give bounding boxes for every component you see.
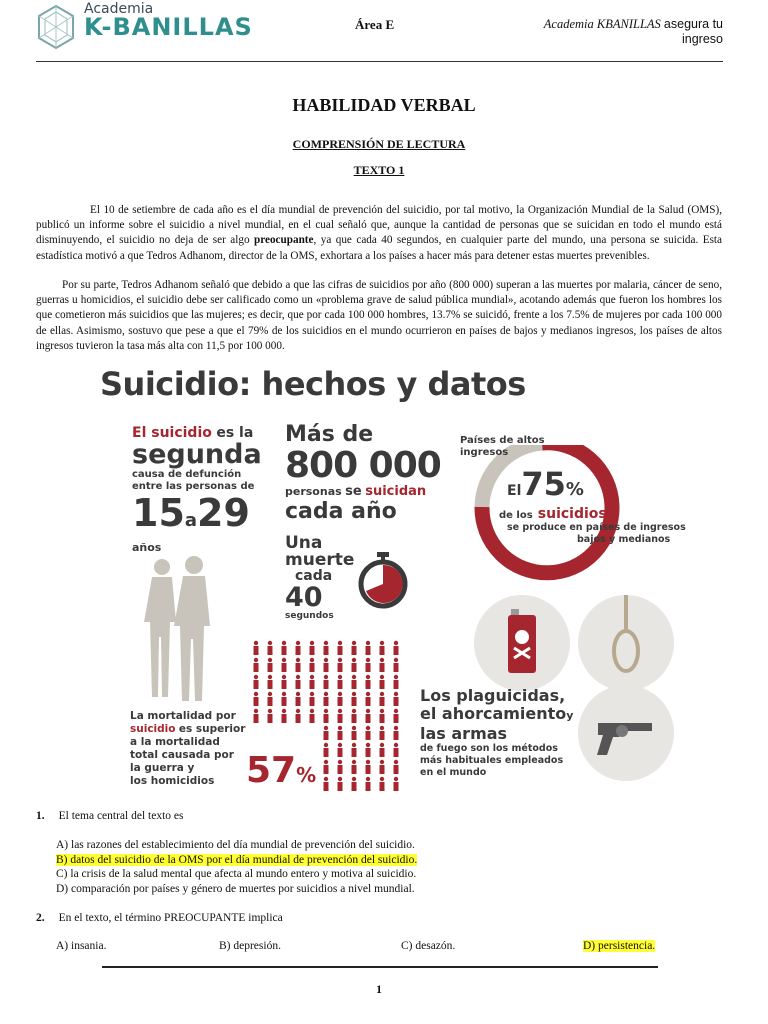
person-icon	[380, 760, 385, 774]
block1-years: años	[132, 541, 162, 554]
revolver-icon	[576, 683, 676, 783]
person-icon	[380, 743, 385, 757]
block2-cada-anio: cada año	[285, 499, 397, 524]
person-icon	[380, 658, 385, 672]
person-icon	[394, 743, 399, 757]
person-icon	[394, 692, 399, 706]
paragraph-1-text: El 10 de setiembre de cada año es el día mundial de prevención del suicidio, por tal motivo, la Organización Mundial de la Salud (OMS), publicó un informe sobre el suicidio a nivel mundial, en el cual señaló que, aunque la cantidad de personas que se suicidan en todo el mundo está disminuyendo, el suicidio no deja de ser algo	[36, 204, 722, 247]
block6-line1: Los plaguicidas,	[420, 686, 566, 705]
person-icon	[366, 641, 371, 655]
person-icon	[394, 709, 399, 723]
block5-percent-sign: %	[296, 763, 317, 787]
q2-option-c-text: C) desazón.	[401, 940, 456, 952]
area-label: Área E	[355, 17, 395, 32]
q2-option-d-text: D) persistencia.	[583, 940, 656, 952]
person-icon	[310, 675, 315, 689]
block5-line3: a la mortalidad	[130, 736, 220, 748]
block3-muerte: muerte	[285, 550, 355, 570]
question-1-number: 1.	[36, 810, 45, 822]
block2-personas: personas	[285, 485, 342, 498]
question-2-stem	[36, 911, 283, 926]
q2-option-c[interactable]	[401, 939, 455, 954]
person-icon	[324, 743, 329, 757]
person-icon	[268, 709, 273, 723]
person-icon	[366, 760, 371, 774]
person-icon	[324, 777, 329, 791]
question-2-number: 2.	[36, 912, 45, 924]
block4-label2: ingresos	[460, 447, 509, 458]
text-label: TEXTO 1	[353, 163, 405, 177]
block5-line5: la guerra y	[130, 762, 195, 774]
person-icon	[268, 675, 273, 689]
block1-age-to: 29	[197, 491, 250, 535]
person-icon	[380, 777, 385, 791]
person-icon	[394, 675, 399, 689]
person-icon	[352, 726, 357, 740]
noose-icon	[576, 593, 676, 693]
person-icon	[338, 692, 343, 706]
person-icon	[394, 760, 399, 774]
person-icon	[352, 692, 357, 706]
block1-line2: entre las personas de	[132, 481, 255, 492]
question-2-text: En el texto, el término PREOCUPANTE implica	[58, 912, 283, 924]
q1-option-d[interactable]	[56, 882, 417, 897]
footer-divider	[102, 966, 658, 968]
person-icon	[296, 709, 301, 723]
person-icon	[380, 641, 385, 655]
block4-label1: Países de altos	[460, 435, 545, 446]
block4-line1: se produce en países de ingresos	[507, 522, 686, 533]
block4-el: El	[507, 483, 522, 499]
paragraph-1	[36, 203, 722, 264]
header-divider	[36, 61, 723, 62]
person-icon	[324, 658, 329, 672]
logo-academia-text: Academia	[84, 1, 154, 17]
person-icon	[352, 760, 357, 774]
block1-es-la: es la	[216, 425, 254, 441]
person-icon	[296, 692, 301, 706]
person-icon	[394, 658, 399, 672]
tagline-brand: Academia KBANILLAS	[543, 17, 661, 31]
q1-option-c-text: C) la crisis de la salud mental que afecta al mundo entero y motiva al suicidio.	[56, 868, 417, 881]
q1-option-c[interactable]	[56, 867, 417, 882]
infographic-title: Suicidio: hechos y datos	[100, 365, 526, 403]
block5-line6: los homicidios	[130, 775, 215, 787]
person-icon	[352, 777, 357, 791]
person-icon	[394, 641, 399, 655]
block-metodos	[420, 687, 590, 779]
block5-line2: es superior	[178, 723, 246, 735]
q2-option-a-text: A) insania.	[56, 940, 107, 952]
block4-percent: 75	[521, 465, 566, 503]
block3-una: Una	[285, 533, 323, 553]
q1-option-a-text: A) las razones del establecimiento del día mundial de prevención del suicidio.	[56, 839, 415, 851]
person-icon	[366, 743, 371, 757]
logo-icon	[36, 4, 76, 50]
q2-option-b[interactable]	[219, 939, 281, 954]
q1-option-d-text: D) comparación por países y género de muertes por suicidios a nivel mundial.	[56, 882, 415, 895]
block5-percent: 57	[246, 750, 297, 791]
paragraph-1-text-end: , ya que cada 40 segundos, en cualquier parte del mundo, una persona se suicida. Esta estadística motivó a que Tedros Adhanom, director de la OMS, exhortara a los países a hacer más para detener estas muertes prevenibles.	[36, 234, 722, 262]
block6-line4: de fuego son los métodos	[420, 743, 558, 754]
pesticide-icon	[472, 593, 572, 693]
block-800000	[285, 423, 455, 525]
person-icon	[352, 743, 357, 757]
header-tagline	[530, 17, 723, 47]
person-icon	[296, 675, 301, 689]
infographic	[100, 365, 724, 801]
block5-57-percent	[246, 751, 316, 795]
person-icon	[380, 692, 385, 706]
stopwatch-icon	[358, 550, 408, 610]
person-icon	[296, 641, 301, 655]
paragraph-2: Por su parte, Tedros Adhanom señaló que debido a que las cifras de suicidios por año (800 000) superan a las muertes por malaria, cáncer de seno, guerras u homicidios, el suicidio debe ser calificado como un «problema grave de salud pública mundial», acotando además que fueron los hombres los que cometieron más suicidios que las mujeres; es decir, que por cada 100 000 hombres, 13.7% se suicidó, frente a los 7.5% de mujeres por cada 100 000 de ellas. Asimismo, sostuvo que pese a que el 79% de los suicidios en el mundo ocurrieron en países de bajos y medianos ingresos, los países de altos ingresos tuvieron la tasa más alta con 11,5 por 100 000.	[36, 279, 722, 352]
block4-suicidios: suicidios	[537, 506, 607, 522]
block6-line2: el ahorcamiento	[420, 704, 567, 723]
person-icon	[254, 641, 259, 655]
block2-mas-de: Más de	[285, 422, 374, 447]
person-icon	[338, 709, 343, 723]
person-icon	[282, 658, 287, 672]
person-icon	[366, 709, 371, 723]
person-icon	[282, 675, 287, 689]
person-icon	[324, 709, 329, 723]
block4-percent-sign: %	[565, 479, 584, 500]
person-icon	[338, 760, 343, 774]
tagline-rest-1: asegura tu	[663, 17, 723, 31]
q2-option-d[interactable]	[583, 939, 655, 954]
person-icon	[296, 658, 301, 672]
question-1-text: El tema central del texto es	[58, 810, 184, 822]
person-icon	[380, 675, 385, 689]
person-icon	[380, 726, 385, 740]
person-icon	[310, 692, 315, 706]
person-icon	[254, 692, 259, 706]
block-40-segundos	[285, 535, 365, 621]
person-icon	[394, 777, 399, 791]
person-icon	[254, 658, 259, 672]
block5-line1: La mortalidad por	[130, 710, 236, 722]
person-icon	[352, 658, 357, 672]
person-icon	[366, 777, 371, 791]
block1-red: El suicidio	[132, 425, 212, 441]
person-icon	[310, 658, 315, 672]
section-subtitle: COMPRENSIÓN DE LECTURA	[292, 137, 466, 151]
person-icon	[338, 658, 343, 672]
person-icon	[324, 692, 329, 706]
q1-option-a[interactable]	[56, 838, 417, 853]
block3-segundos: segundos	[285, 611, 334, 621]
block2-suicidan: suicidan	[365, 484, 427, 499]
block6-line6: en el mundo	[420, 767, 487, 778]
person-icon	[268, 692, 273, 706]
block6-line3: las armas	[420, 724, 508, 743]
block-segunda-causa	[132, 425, 272, 554]
person-icon	[394, 726, 399, 740]
block-mortalidad	[130, 710, 260, 788]
page-title: HABILIDAD VERBAL	[292, 95, 476, 115]
person-icon	[324, 675, 329, 689]
q1-option-b-text: B) datos del suicidio de la OMS por el día mundial de prevención del suicidio.	[56, 853, 418, 866]
person-icon	[310, 641, 315, 655]
block3-cada: cada	[295, 568, 333, 584]
person-icon	[324, 726, 329, 740]
person-icon	[352, 675, 357, 689]
block4-label	[460, 435, 545, 459]
person-icon	[324, 641, 329, 655]
block2-se: se	[345, 484, 362, 499]
person-icon	[366, 692, 371, 706]
block1-a: a	[184, 510, 198, 531]
block-75-percent	[499, 465, 717, 546]
block1-segunda: segunda	[132, 439, 262, 470]
block1-line1: causa de defunción	[132, 469, 242, 480]
q2-option-b-text: B) depresión.	[219, 940, 281, 952]
question-1-stem	[36, 809, 183, 824]
person-icon	[338, 675, 343, 689]
person-icon	[282, 641, 287, 655]
block6-y: y	[566, 709, 574, 722]
person-icon	[338, 641, 343, 655]
person-icon	[380, 709, 385, 723]
logo-brand-text: K-BANILLAS	[84, 13, 253, 41]
person-icon	[352, 709, 357, 723]
person-icon	[282, 692, 287, 706]
person-icon	[324, 760, 329, 774]
block3-forty: 40	[285, 582, 323, 613]
person-icon	[366, 675, 371, 689]
block4-line2: bajos y medianos	[577, 534, 671, 545]
block2-number: 800 000	[285, 445, 441, 486]
page-number: 1	[376, 982, 382, 996]
tagline-rest-2: ingreso	[682, 32, 723, 46]
person-icon	[338, 726, 343, 740]
question-1-options	[56, 838, 417, 896]
q1-option-b[interactable]	[56, 853, 417, 868]
block6-line5: más habituales empleados	[420, 755, 564, 766]
block1-age-from: 15	[132, 491, 185, 535]
person-icon	[268, 658, 273, 672]
block5-red: suicidio	[130, 723, 176, 735]
paragraph-1-bold: preocupante	[254, 234, 314, 247]
block4-de-los: de los	[499, 510, 533, 521]
q2-option-a[interactable]	[56, 939, 106, 954]
person-icon	[352, 641, 357, 655]
person-icon	[338, 743, 343, 757]
person-icon	[282, 709, 287, 723]
couple-silhouette-icon	[140, 555, 220, 705]
person-icon	[254, 675, 259, 689]
person-icon	[366, 658, 371, 672]
block5-line4: total causada por	[130, 749, 234, 761]
person-icon	[268, 641, 273, 655]
person-icon	[338, 777, 343, 791]
person-icon	[310, 709, 315, 723]
person-icon	[366, 726, 371, 740]
